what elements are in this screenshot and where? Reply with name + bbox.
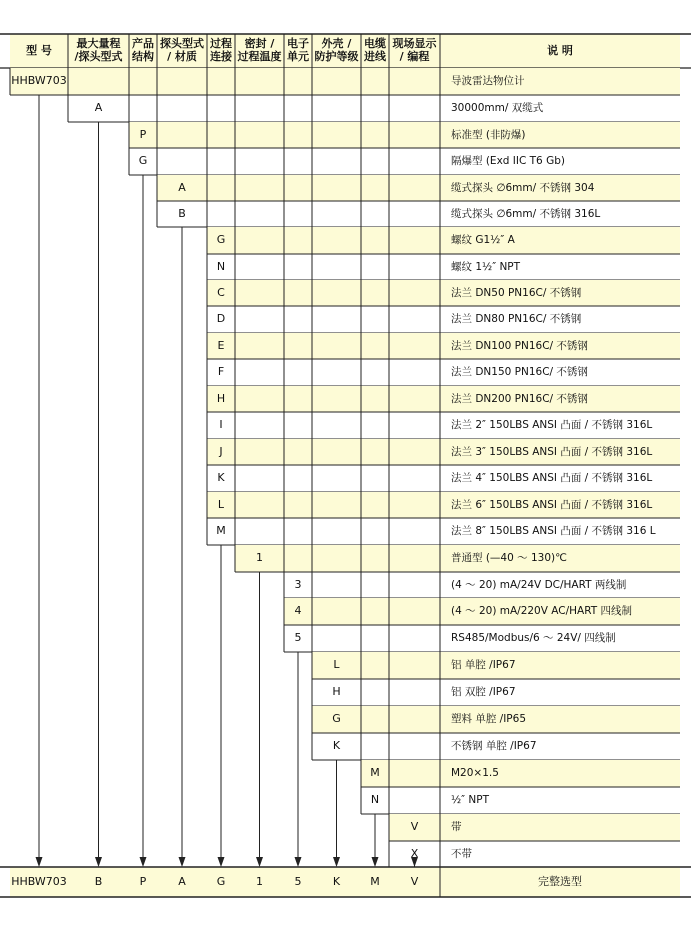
option-description: 塑料 单腔 /IP65 bbox=[451, 713, 527, 726]
option-description: 法兰 DN150 PN16C/ 不锈钢 bbox=[451, 366, 588, 379]
option-description: 带 bbox=[451, 821, 462, 834]
option-description: 法兰 DN100 PN16C/ 不锈钢 bbox=[451, 339, 588, 352]
option-description: 30000mm/ 双缆式 bbox=[451, 102, 544, 115]
option-code: G bbox=[138, 154, 148, 168]
header-process-line2: 连接 bbox=[210, 50, 232, 63]
option-description: 不锈钢 单腔 /IP67 bbox=[451, 740, 537, 753]
option-code: 3 bbox=[294, 577, 302, 591]
option-code: I bbox=[219, 418, 223, 432]
header-seal-line1: 密封 / bbox=[244, 37, 275, 51]
option-description: 法兰 3″ 150LBS ANSI 凸面 / 不锈钢 316L bbox=[451, 445, 653, 458]
option-description: 隔爆型 (Exd IIC T6 Gb) bbox=[451, 155, 565, 168]
header-housing bbox=[312, 34, 361, 68]
option-code: E bbox=[217, 338, 225, 352]
option-code: K bbox=[332, 739, 341, 753]
option-code: N bbox=[216, 259, 226, 273]
header-probe-line1: 探头型式 bbox=[160, 37, 204, 51]
option-description: 法兰 8″ 150LBS ANSI 凸面 / 不锈钢 316 L bbox=[451, 525, 656, 538]
final-code: K bbox=[332, 874, 341, 888]
header-structure-line2: 结构 bbox=[132, 50, 154, 63]
option-description: 标准型 (非防爆) bbox=[451, 128, 526, 141]
option-code: G bbox=[332, 712, 341, 726]
option-code: P bbox=[139, 127, 147, 141]
option-code: N bbox=[370, 793, 380, 807]
option-description: 法兰 6″ 150LBS ANSI 凸面 / 不锈钢 316L bbox=[451, 498, 653, 511]
header-cable bbox=[361, 34, 389, 68]
header-range-line2: /探头型式 bbox=[74, 50, 123, 63]
option-description: RS485/Modbus/6 ～ 24V/ 四线制 bbox=[451, 632, 616, 645]
option-description: 螺纹 1½″ NPT bbox=[451, 260, 521, 273]
header-process-connection bbox=[207, 34, 235, 68]
option-code: L bbox=[333, 658, 340, 672]
final-code: V bbox=[410, 874, 419, 888]
option-description: 导波雷达物位计 bbox=[451, 75, 525, 88]
header-seal-line2: 过程温度 bbox=[237, 50, 282, 63]
option-description: (4 ～ 20) mA/24V DC/HART 两线制 bbox=[451, 578, 627, 591]
option-code: L bbox=[217, 497, 225, 511]
option-code: 5 bbox=[294, 631, 302, 645]
option-description: 法兰 4″ 150LBS ANSI 凸面 / 不锈钢 316L bbox=[451, 472, 653, 485]
final-code: A bbox=[178, 874, 186, 888]
option-code: 1 bbox=[256, 551, 263, 565]
header-seal-temp bbox=[235, 34, 284, 68]
final-code: 5 bbox=[294, 874, 302, 888]
option-description: (4 ～ 20) mA/220V AC/HART 四线制 bbox=[451, 605, 632, 618]
option-code: HHBW703 bbox=[11, 74, 67, 88]
option-code: D bbox=[216, 312, 226, 326]
option-code: V bbox=[410, 820, 419, 834]
final-code: B bbox=[94, 874, 103, 888]
final-code: P bbox=[139, 874, 147, 888]
header-cable-line1: 电缆 bbox=[364, 37, 386, 51]
option-code: C bbox=[217, 285, 225, 299]
option-code: 4 bbox=[294, 604, 302, 618]
option-description: 缆式探头 ∅6mm/ 不锈钢 304 bbox=[451, 181, 595, 194]
final-code: HHBW703 bbox=[11, 874, 67, 888]
option-code: H bbox=[216, 391, 226, 405]
option-description: M20×1.5 bbox=[451, 767, 499, 780]
header-display-line2: / 编程 bbox=[399, 50, 430, 63]
final-description: 完整选型 bbox=[538, 874, 582, 888]
option-description: 缆式探头 ∅6mm/ 不锈钢 316L bbox=[451, 207, 601, 220]
final-code: G bbox=[216, 874, 226, 888]
option-description: 法兰 DN50 PN16C/ 不锈钢 bbox=[451, 286, 582, 299]
selection-arrow-head bbox=[218, 857, 225, 867]
selection-arrow-head bbox=[295, 857, 302, 867]
selection-arrow-head bbox=[372, 857, 379, 867]
header-range-line1: 最大量程 bbox=[76, 37, 121, 51]
selection-arrow-head bbox=[140, 857, 147, 867]
option-description: 普通型 (—40 ～ 130)℃ bbox=[451, 552, 567, 565]
selection-arrow-head bbox=[36, 857, 43, 867]
option-code: J bbox=[219, 444, 223, 458]
header-display bbox=[389, 34, 440, 68]
option-code: X bbox=[410, 846, 419, 860]
option-description: 铝 双腔 /IP67 bbox=[451, 686, 516, 699]
option-code: M bbox=[216, 524, 226, 538]
header-display-line1: 现场显示 bbox=[392, 37, 437, 51]
header-model bbox=[10, 34, 68, 68]
option-description: 铝 单腔 /IP67 bbox=[451, 659, 516, 672]
header-structure bbox=[129, 34, 157, 68]
option-description: 法兰 DN200 PN16C/ 不锈钢 bbox=[451, 392, 588, 405]
option-code: F bbox=[217, 365, 225, 379]
header-range bbox=[68, 34, 129, 68]
selection-arrow-head bbox=[179, 857, 186, 867]
option-description: ½″ NPT bbox=[451, 794, 490, 807]
header-description bbox=[440, 34, 680, 68]
header-probe bbox=[157, 34, 207, 68]
header-housing-line1: 外壳 / bbox=[321, 37, 352, 51]
header-electronics-line2: 单元 bbox=[287, 50, 309, 63]
option-description: 不带 bbox=[451, 847, 472, 860]
selection-arrow-head bbox=[95, 857, 102, 867]
header-cable-line2: 进线 bbox=[364, 50, 386, 63]
header-electronics-line1: 电子 bbox=[287, 37, 309, 51]
option-code: M bbox=[370, 766, 380, 780]
final-code: 1 bbox=[256, 874, 263, 888]
header-electronics bbox=[284, 34, 312, 68]
option-description: 法兰 DN80 PN16C/ 不锈钢 bbox=[451, 313, 582, 326]
option-code: B bbox=[178, 206, 186, 220]
option-description: 螺纹 G1½″ A bbox=[451, 234, 515, 247]
option-description: 法兰 2″ 150LBS ANSI 凸面 / 不锈钢 316L bbox=[451, 419, 653, 432]
option-code: G bbox=[216, 233, 226, 247]
header-model-label: 型 号 bbox=[26, 43, 52, 57]
option-code: A bbox=[94, 101, 103, 115]
final-code: M bbox=[370, 874, 380, 888]
header-housing-line2: 防护等级 bbox=[314, 50, 359, 63]
option-code: A bbox=[178, 180, 186, 194]
selection-arrow-head bbox=[333, 857, 340, 867]
option-code: H bbox=[332, 685, 341, 699]
header-description-label: 说 明 bbox=[547, 43, 573, 57]
option-code: K bbox=[217, 471, 225, 485]
selection-arrow-head bbox=[256, 857, 263, 867]
header-process-line1: 过程 bbox=[210, 37, 232, 51]
header-probe-line2: / 材质 bbox=[167, 50, 197, 63]
header-structure-line1: 产品 bbox=[132, 37, 154, 51]
